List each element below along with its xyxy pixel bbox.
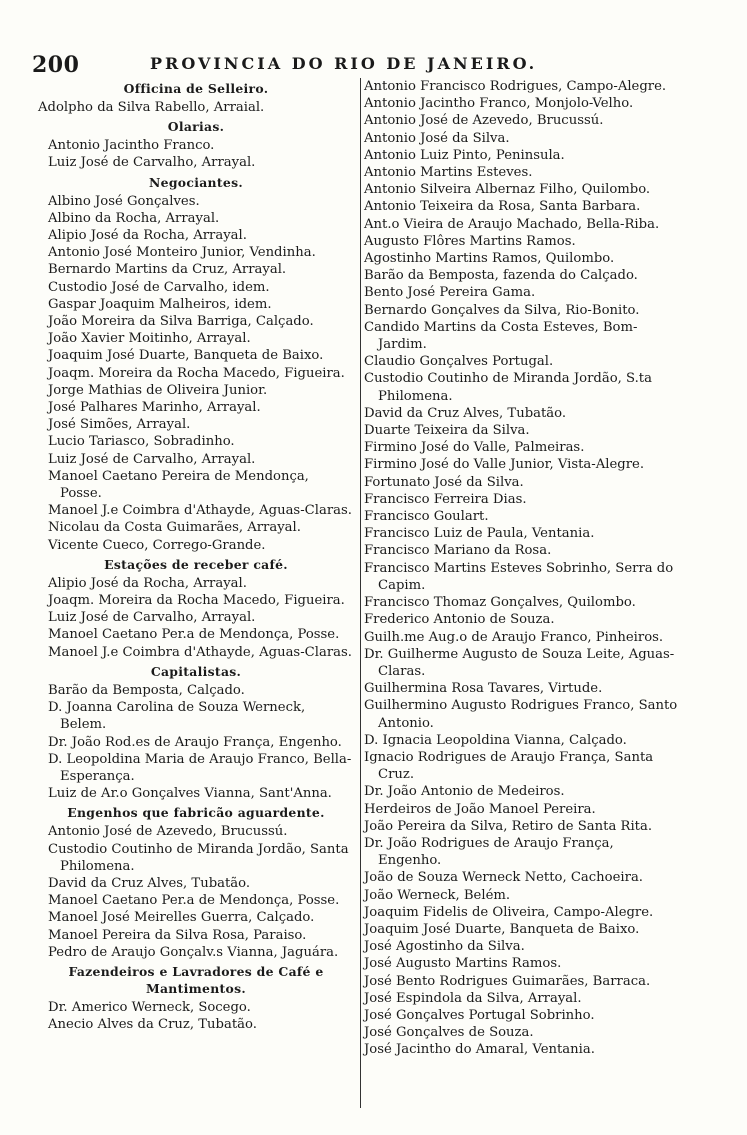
directory-entry: Manoel J.e Coimbra d'Athayde, Aguas-Claras. (48, 503, 352, 519)
directory-entry: Guilh.me Aug.o de Araujo Franco, Pinheiros. (364, 629, 664, 645)
directory-entry: Agostinho Martins Ramos, Quilombo. (364, 251, 615, 267)
section-heading: Officina de Selleiro. (123, 81, 269, 96)
directory-entry: D. Ignacia Leopoldina Vianna, Calçado. (364, 732, 627, 748)
directory-entry: Candido Martins da Costa Esteves, Bom-Jardim. (364, 319, 638, 353)
directory-entry: David da Cruz Alves, Tubatão. (364, 405, 567, 421)
directory-entry: Joaquim José Duarte, Banqueta de Baixo. (364, 921, 640, 937)
directory-entry: Ant.o Vieira de Araujo Machado, Bella-Riba. (364, 216, 660, 232)
directory-entry: Custodio Coutinho de Miranda Jordão, S.ta Philomena. (364, 371, 652, 404)
directory-entry: João Moreira da Silva Barriga, Calçado. (48, 314, 314, 330)
directory-entry: Dr. Americo Werneck, Socego. (48, 999, 251, 1015)
section-heading: Negociantes. (149, 174, 243, 190)
directory-entry: Francisco Ferreira Dias. (364, 491, 527, 507)
directory-entry: Antonio Luiz Pinto, Peninsula. (364, 147, 565, 163)
directory-entry: João Werneck, Belém. (364, 887, 511, 903)
directory-entry: Alipio José da Rocha, Arrayal. (48, 575, 247, 591)
section (38, 963, 354, 1033)
directory-entry: Firmino José do Valle Junior, Vista-Alegre. (364, 457, 645, 473)
section (38, 174, 354, 554)
directory-entry: Adolpho da Silva Rabello, Arraial. (38, 100, 265, 115)
directory-entry: José Augusto Martins Ramos. (364, 956, 562, 972)
directory-entry: Joaquim José Duarte, Banqueta de Baixo. (48, 348, 324, 364)
directory-entry: David da Cruz Alves, Tubatão. (48, 875, 251, 891)
directory-entry: Manoel José Meirelles Guerra, Calçado. (48, 910, 315, 926)
section (38, 118, 354, 171)
directory-entry: Dr. Guilherme Augusto de Souza Leite, Aguas-Claras. (364, 646, 675, 679)
directory-entry: Luiz de Ar.o Gonçalves Vianna, Sant'Anna. (48, 786, 332, 802)
directory-entry: Guilhermina Rosa Tavares, Virtude. (364, 681, 603, 697)
directory-entry: Luiz José de Carvalho, Arrayal. (48, 610, 256, 626)
section-heading: Olarias. (167, 119, 225, 135)
directory-entry: Francisco Martins Esteves Sobrinho, Serra do Capim. (364, 560, 674, 593)
page-number: 200 (32, 52, 80, 78)
directory-entry: Joaqm. Moreira da Rocha Macedo, Figueira. (48, 365, 345, 381)
directory-entry: Custodio Coutinho de Miranda Jordão, Santa Philomena. (48, 841, 349, 874)
directory-entry: José Gonçalves de Souza. (364, 1025, 534, 1041)
section-heading: Estações de receber café. (104, 556, 288, 572)
directory-entry: João Pereira da Silva, Retiro de Santa Rita. (364, 818, 653, 834)
directory-entry: José Jacintho do Amaral, Ventania. (364, 1042, 595, 1058)
directory-entry: Antonio José Monteiro Junior, Vendinha. (48, 245, 316, 261)
directory-entry: Joaqm. Moreira da Rocha Macedo, Figueira. (48, 593, 345, 609)
directory-entry: Manoel Pereira da Silva Rosa, Paraiso. (48, 927, 307, 943)
running-head: PROVINCIA DO RIO DE JANEIRO. (150, 54, 538, 73)
directory-entry: Bento José Pereira Gama. (364, 285, 536, 301)
directory-entry: José Simões, Arrayal. (48, 417, 191, 433)
directory-entry: Alipio José da Rocha, Arrayal. (48, 228, 247, 244)
directory-entry: José Agostinho da Silva. (364, 939, 525, 955)
directory-entry: Francisco Mariano da Rosa. (364, 543, 552, 559)
section-heading: Fazendeiros e Lavradores de Café e Mantimentos. (68, 963, 324, 996)
directory-entry: Lucio Tariasco, Sobradinho. (48, 434, 235, 450)
directory-entry: Manoel J.e Coimbra d'Athayde, Aguas-Claras. (48, 644, 352, 660)
directory-entry: D. Joanna Carolina de Souza Werneck, Belem. (48, 700, 306, 733)
section (38, 804, 354, 961)
directory-entry: Claudio Gonçalves Portugal. (364, 354, 554, 370)
directory-entry: Barão da Bemposta, fazenda do Calçado. (364, 268, 638, 284)
section-heading: Engenhos que fabricão aguardente. (67, 805, 325, 821)
directory-entry: Antonio Teixeira da Rosa, Santa Barbara. (364, 199, 641, 215)
directory-entry: Pedro de Araujo Gonçalv.s Vianna, Jaguára. (48, 944, 339, 960)
directory-entry: Anecio Alves da Cruz, Tubatão. (48, 1017, 257, 1033)
section (38, 80, 354, 116)
directory-entry: Francisco Luiz de Paula, Ventania. (364, 526, 595, 542)
directory-entry: João Xavier Moitinho, Arrayal. (48, 331, 251, 347)
directory-entry: Albino José Gonçalves. (48, 193, 200, 209)
directory-entry: Dr. João Antonio de Medeiros. (364, 784, 565, 800)
directory-entry: Duarte Teixeira da Silva. (364, 423, 530, 439)
directory-entry: José Espindola da Silva, Arrayal. (364, 990, 582, 1006)
directory-entry: Manoel Caetano Per.a de Mendonça, Posse. (48, 893, 340, 909)
directory-entry: Vicente Cueco, Corrego-Grande. (48, 537, 266, 553)
directory-entry: Jorge Mathias de Oliveira Junior. (48, 382, 268, 398)
directory-entry: José Palhares Marinho, Arrayal. (48, 400, 261, 416)
directory-entry: Joaquim Fidelis de Oliveira, Campo-Alegre. (364, 904, 654, 920)
directory-entry: Bernardo Gonçalves da Silva, Rio-Bonito. (364, 302, 640, 318)
directory-entry: Herdeiros de João Manoel Pereira. (364, 801, 596, 817)
directory-entry: Luiz José de Carvalho, Arrayal. (48, 451, 256, 467)
directory-entry: Antonio Silveira Albernaz Filho, Quilombo. (364, 182, 651, 198)
directory-entry: Frederico Antonio de Souza. (364, 612, 555, 628)
directory-entry: Antonio José de Azevedo, Brucussú. (48, 824, 288, 840)
directory-entry: Dr. João Rodrigues de Araujo França, Engenho. (364, 835, 614, 869)
directory-entry: Antonio Francisco Rodrigues, Campo-Alegre. (364, 79, 667, 94)
directory-entry: Guilhermino Augusto Rodrigues Franco, Santo Antonio. (364, 698, 678, 731)
directory-entry: José Gonçalves Portugal Sobrinho. (364, 1007, 595, 1023)
directory-entry: Bernardo Martins da Cruz, Arrayal. (48, 262, 287, 278)
directory-entry: D. Leopoldina Maria de Araujo Franco, Bella-Esperança. (48, 751, 352, 784)
directory-entry: Antonio Jacintho Franco. (48, 138, 215, 154)
directory-entry: Albino da Rocha, Arrayal. (48, 210, 220, 226)
directory-entry: Luiz José de Carvalho, Arrayal. (48, 155, 256, 171)
directory-entry: José Bento Rodrigues Guimarães, Barraca. (364, 973, 651, 989)
directory-entry: Gaspar Joaquim Malheiros, idem. (48, 296, 272, 312)
right-column (360, 78, 681, 1108)
directory-entry: Barão da Bemposta, Calçado. (48, 682, 245, 698)
directory-entry: Manoel Caetano Pereira de Mendonça, Posse. (48, 468, 309, 502)
directory-entry: Francisco Goulart. (364, 509, 489, 525)
section (38, 663, 354, 802)
directory-entry: João de Souza Werneck Netto, Cachoeira. (364, 870, 643, 886)
directory-entry: Francisco Thomaz Gonçalves, Quilombo. (364, 595, 636, 611)
directory-entry: Antonio Martins Esteves. (364, 165, 533, 181)
directory-entry: Antonio José da Silva. (364, 130, 510, 146)
directory-entry: Fortunato José da Silva. (364, 474, 524, 490)
directory-entry: Augusto Flôres Martins Ramos. (364, 233, 576, 249)
section-heading: Capitalistas. (150, 663, 242, 679)
section (38, 556, 354, 661)
directory-entry: Manoel Caetano Per.a de Mendonça, Posse. (48, 627, 340, 643)
directory-entry: Ignacio Rodrigues de Araujo França, Santa Cruz. (364, 749, 654, 783)
directory-entry: Custodio José de Carvalho, idem. (48, 279, 270, 295)
directory-entry: Antonio José de Azevedo, Brucussú. (364, 113, 604, 129)
directory-entry: Firmino José do Valle, Palmeiras. (364, 440, 585, 456)
directory-entry: Nicolau da Costa Guimarães, Arrayal. (48, 520, 301, 536)
left-column (38, 78, 354, 1033)
directory-entry: Dr. João Rod.es de Araujo França, Engenho. (48, 734, 342, 750)
directory-entry: Antonio Jacintho Franco, Monjolo-Velho. (364, 96, 634, 112)
